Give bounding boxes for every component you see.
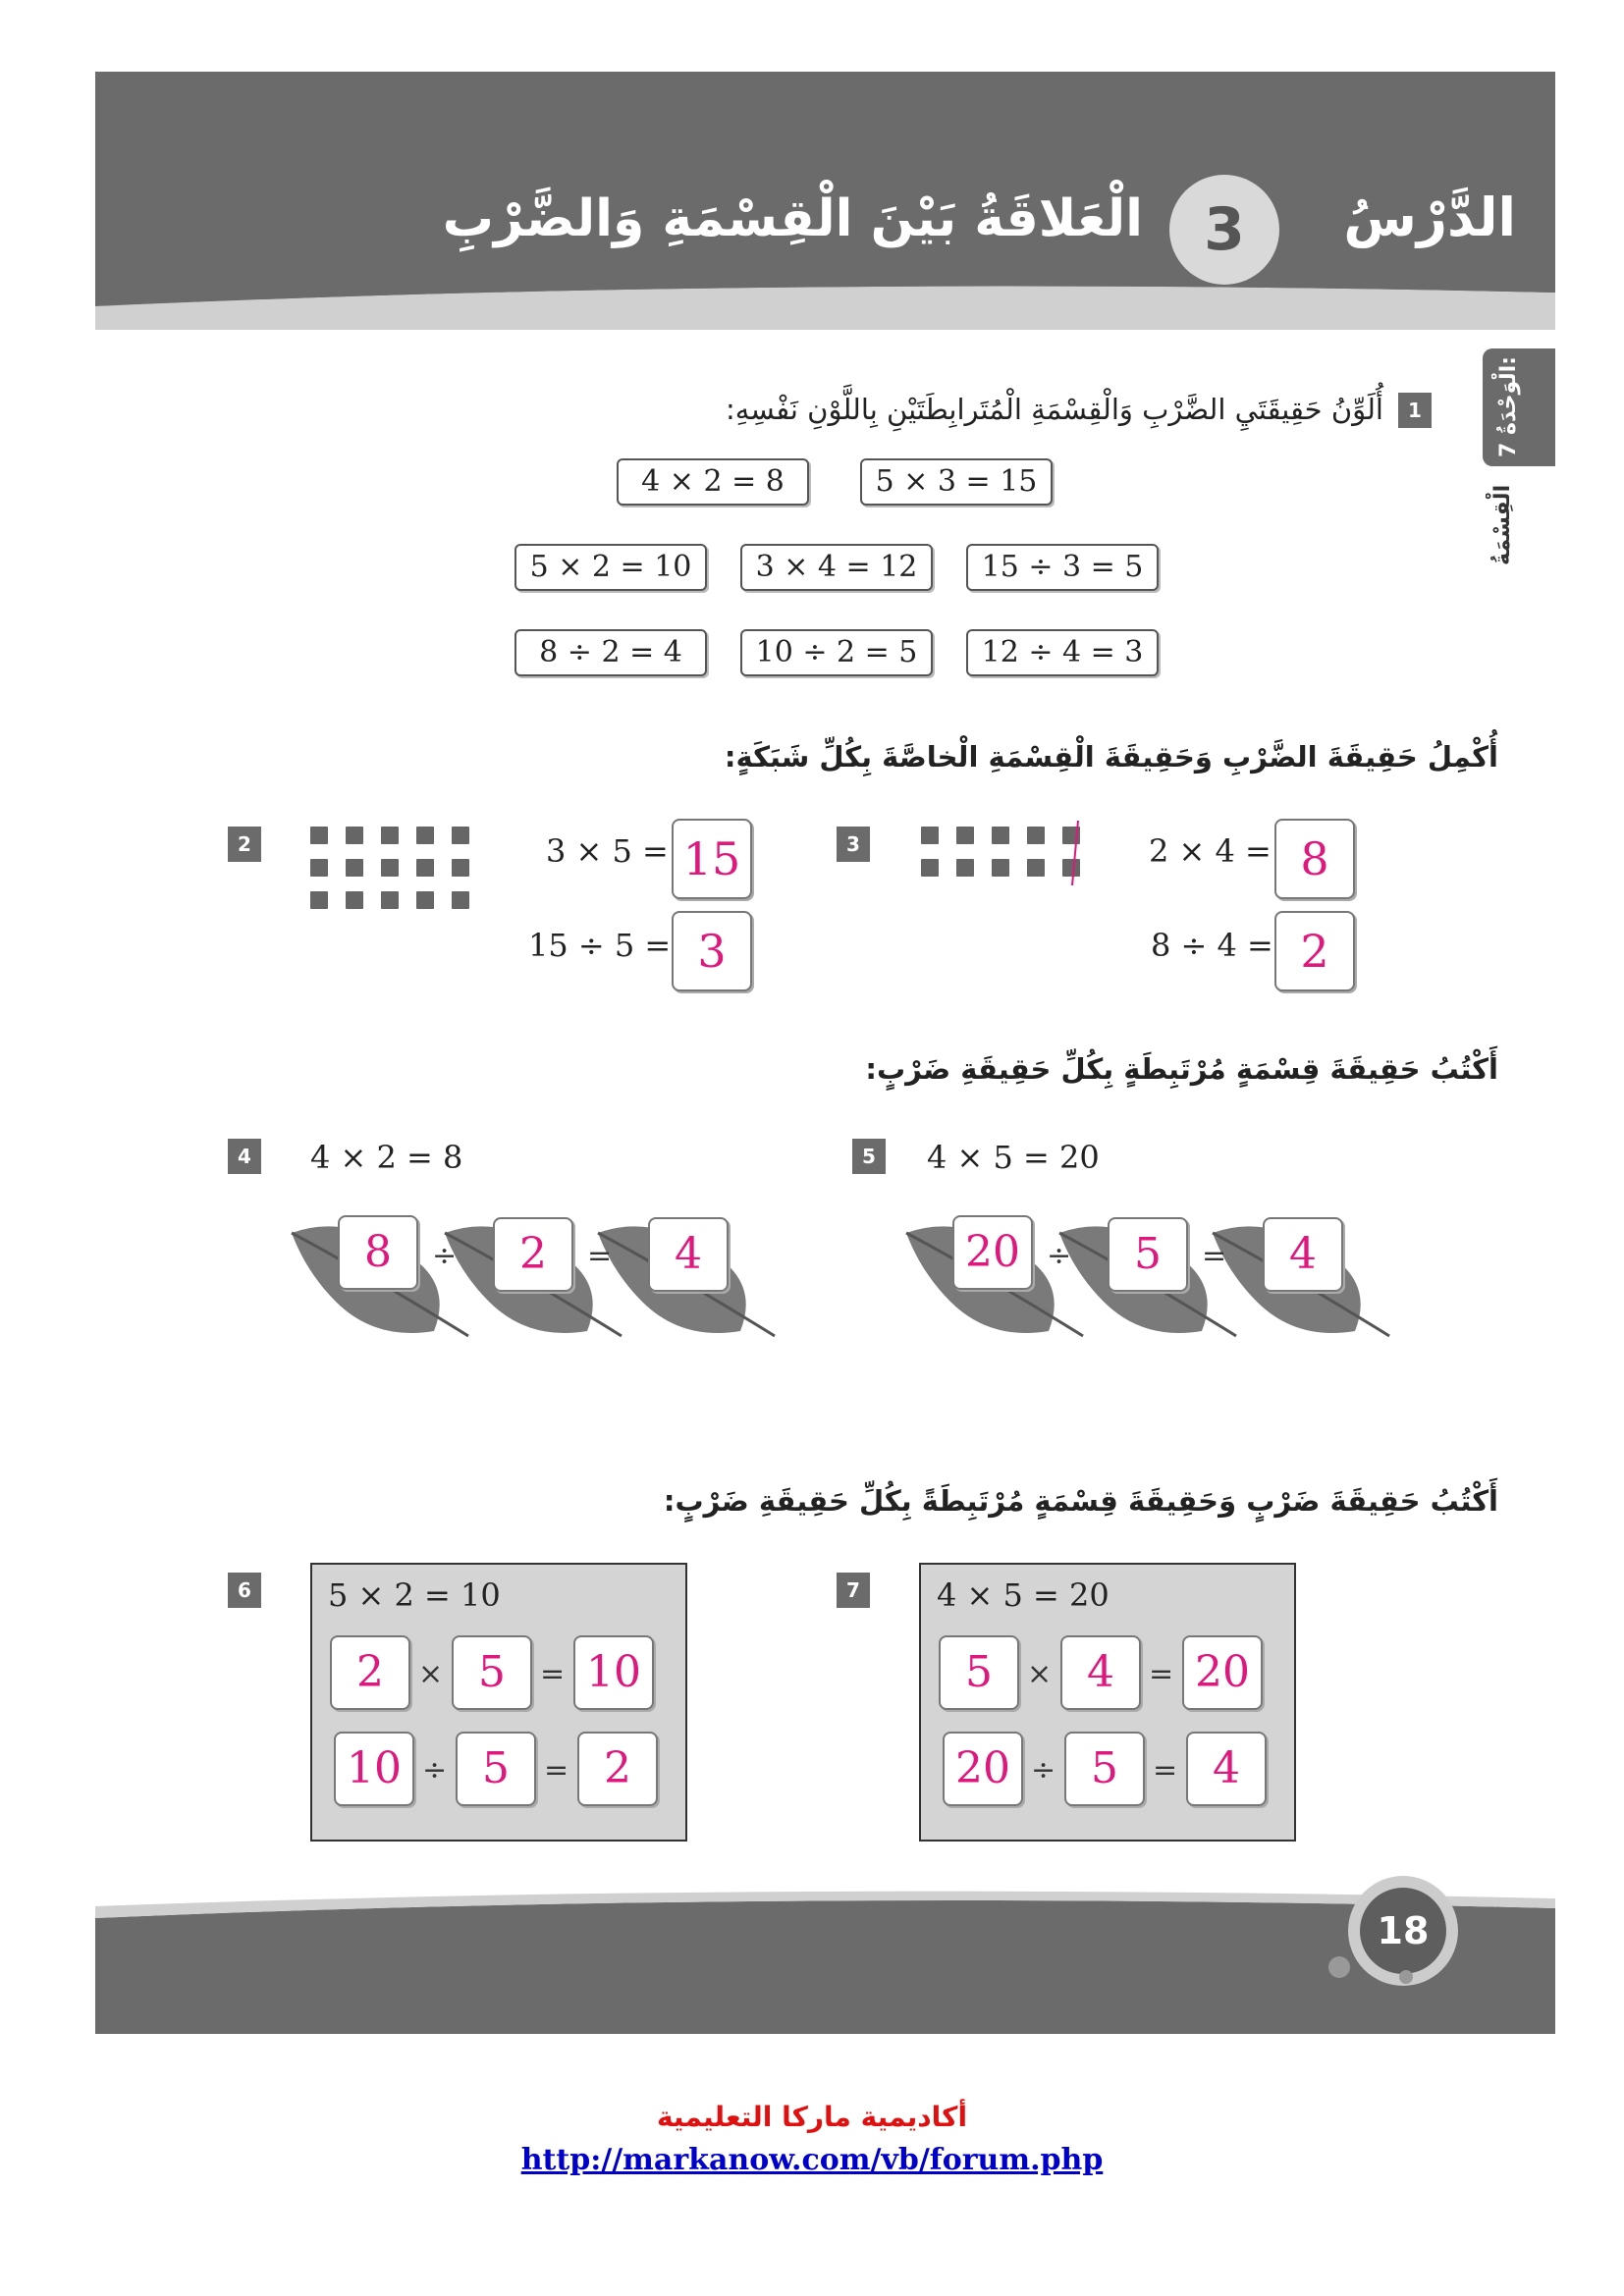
q2-div-prefix: 15 ÷ 5 = xyxy=(528,927,672,964)
footer-band xyxy=(95,1924,1555,2034)
divide-sign: ÷ xyxy=(432,1239,458,1273)
array-dot xyxy=(452,827,469,844)
divide-sign: ÷ xyxy=(1031,1753,1056,1788)
array-dot xyxy=(381,859,399,877)
q3-div-prefix: 8 ÷ 4 = xyxy=(1151,927,1273,964)
q7-div-dividend[interactable]: 20 xyxy=(943,1732,1023,1806)
fact-card[interactable]: 10 ÷ 2 = 5 xyxy=(740,629,933,676)
decor-dot xyxy=(1328,1956,1350,1978)
array-dot xyxy=(381,827,399,844)
array-dot xyxy=(1027,827,1045,844)
array-dot xyxy=(416,891,434,909)
question-number-6: 6 xyxy=(228,1573,261,1608)
array-dot xyxy=(956,859,974,877)
watermark-url[interactable]: http://markanow.com/vb/forum.php xyxy=(520,2143,1104,2177)
array-dot xyxy=(416,859,434,877)
q4-fact: 4 × 2 = 8 xyxy=(310,1139,463,1176)
q3-div-answer[interactable]: 2 xyxy=(1274,911,1355,991)
array-dot xyxy=(992,859,1009,877)
array-dot xyxy=(452,859,469,877)
q4-dividend[interactable]: 8 xyxy=(338,1215,418,1290)
fact-card[interactable]: 5 × 3 = 15 xyxy=(860,458,1053,506)
array-dot xyxy=(992,827,1009,844)
q7-fact: 4 × 5 = 20 xyxy=(937,1576,1110,1614)
q1-instruction: أُلَوِّنُ حَقِيقَتَيِ الضَّرْبِ وَالْقِسْمَةِ الْمُتَرابِطَتَيْنِ بِاللَّوْنِ نَفْسِهِ: xyxy=(726,393,1383,426)
fact-card[interactable]: 8 ÷ 2 = 4 xyxy=(514,629,707,676)
times-sign: × xyxy=(1027,1657,1053,1691)
equals-sign: = xyxy=(544,1753,569,1788)
fact-card[interactable]: 4 × 2 = 8 xyxy=(617,458,809,506)
divide-sign: ÷ xyxy=(422,1753,448,1788)
array-dot xyxy=(416,827,434,844)
equals-sign: = xyxy=(1153,1753,1178,1788)
q6-div-quotient[interactable]: 2 xyxy=(577,1732,658,1806)
question-number-1: 1 xyxy=(1398,393,1432,428)
q5-dividend[interactable]: 20 xyxy=(952,1215,1033,1290)
q2-div-answer[interactable]: 3 xyxy=(672,911,752,991)
question-number-5: 5 xyxy=(852,1139,886,1174)
times-sign: × xyxy=(418,1657,444,1691)
q6-mult-factor-2[interactable]: 5 xyxy=(452,1635,532,1710)
q3-mult-answer[interactable]: 8 xyxy=(1274,819,1355,899)
fact-card[interactable]: 15 ÷ 3 = 5 xyxy=(966,544,1159,591)
q7-mult-product[interactable]: 20 xyxy=(1182,1635,1263,1710)
question-number-2: 2 xyxy=(228,827,261,862)
header-curve xyxy=(95,285,1555,330)
array-dot xyxy=(956,827,974,844)
fact-card[interactable]: 5 × 2 = 10 xyxy=(514,544,707,591)
page-number: 18 xyxy=(1360,1888,1446,1974)
divider-mark xyxy=(1064,819,1088,887)
lesson-word: الدَّرْسُ xyxy=(1343,187,1516,248)
q6-mult-product[interactable]: 10 xyxy=(573,1635,654,1710)
fact-card[interactable]: 3 × 4 = 12 xyxy=(740,544,933,591)
arrays-instruction: أُكْمِلُ حَقِيقَةَ الضَّرْبِ وَحَقِيقَةَ الْقِسْمَةِ الْخاصَّةَ بِكُلِّ شَبَكَةٍ: xyxy=(724,740,1498,774)
q4-divisor[interactable]: 2 xyxy=(493,1217,573,1292)
array-dot xyxy=(346,827,363,844)
q5-fact: 4 × 5 = 20 xyxy=(927,1139,1100,1176)
header-band xyxy=(95,72,1555,299)
dot-array-3x5 xyxy=(310,827,487,915)
q6-mult-factor-1[interactable]: 2 xyxy=(330,1635,410,1710)
array-dot xyxy=(921,859,939,877)
panels-instruction: أَكْتُبُ حَقِيقَةَ ضَرْبٍ وَحَقِيقَةَ قِسْمَةٍ مُرْتَبِطَةً بِكُلِّ حَقِيقَةِ ضَرْبٍ: xyxy=(663,1484,1498,1518)
divide-sign: ÷ xyxy=(1047,1239,1072,1273)
q3-mult-prefix: 2 × 4 = xyxy=(1149,832,1272,870)
array-dot xyxy=(346,859,363,877)
q6-div-divisor[interactable]: 5 xyxy=(456,1732,536,1806)
q7-mult-factor-1[interactable]: 5 xyxy=(939,1635,1019,1710)
question-number-3: 3 xyxy=(837,827,870,862)
lesson-title: الْعَلاقَةُ بَيْنَ الْقِسْمَةِ وَالضَّرْبِ xyxy=(442,189,1143,248)
array-dot xyxy=(381,891,399,909)
equals-sign: = xyxy=(1149,1657,1174,1691)
q7-mult-factor-2[interactable]: 4 xyxy=(1060,1635,1141,1710)
q7-div-quotient[interactable]: 4 xyxy=(1186,1732,1267,1806)
fact-card[interactable]: 12 ÷ 4 = 3 xyxy=(966,629,1159,676)
q6-div-dividend[interactable]: 10 xyxy=(334,1732,414,1806)
q7-div-divisor[interactable]: 5 xyxy=(1064,1732,1145,1806)
decor-dot xyxy=(1399,1970,1413,1984)
watermark-name: أكاديمية ماركا التعليمية xyxy=(656,2101,968,2133)
equals-sign: = xyxy=(587,1239,613,1273)
q5-quotient[interactable]: 4 xyxy=(1263,1217,1343,1292)
unit-subject-label: الْقِسْمَةُ xyxy=(1490,484,1515,566)
equals-sign: = xyxy=(540,1657,566,1691)
lesson-number-badge: 3 xyxy=(1169,175,1279,285)
equals-sign: = xyxy=(1202,1239,1227,1273)
array-dot xyxy=(310,827,328,844)
q5-divisor[interactable]: 5 xyxy=(1108,1217,1188,1292)
q2-mult-answer[interactable]: 15 xyxy=(672,819,752,899)
array-dot xyxy=(346,891,363,909)
array-dot xyxy=(921,827,939,844)
array-dot xyxy=(452,891,469,909)
q2-mult-prefix: 3 × 5 = xyxy=(546,832,669,870)
q6-fact: 5 × 2 = 10 xyxy=(328,1576,501,1614)
leaves-instruction: أَكْتُبُ حَقِيقَةَ قِسْمَةٍ مُرْتَبِطَةٍ بِكُلِّ حَقِيقَةِ ضَرْبٍ: xyxy=(865,1052,1498,1086)
question-number-4: 4 xyxy=(228,1139,261,1174)
q4-quotient[interactable]: 4 xyxy=(648,1217,729,1292)
question-number-7: 7 xyxy=(837,1573,870,1608)
array-dot xyxy=(310,891,328,909)
array-dot xyxy=(310,859,328,877)
unit-label: الْوَحْدَةُ 7: xyxy=(1496,356,1521,458)
array-dot xyxy=(1027,859,1045,877)
